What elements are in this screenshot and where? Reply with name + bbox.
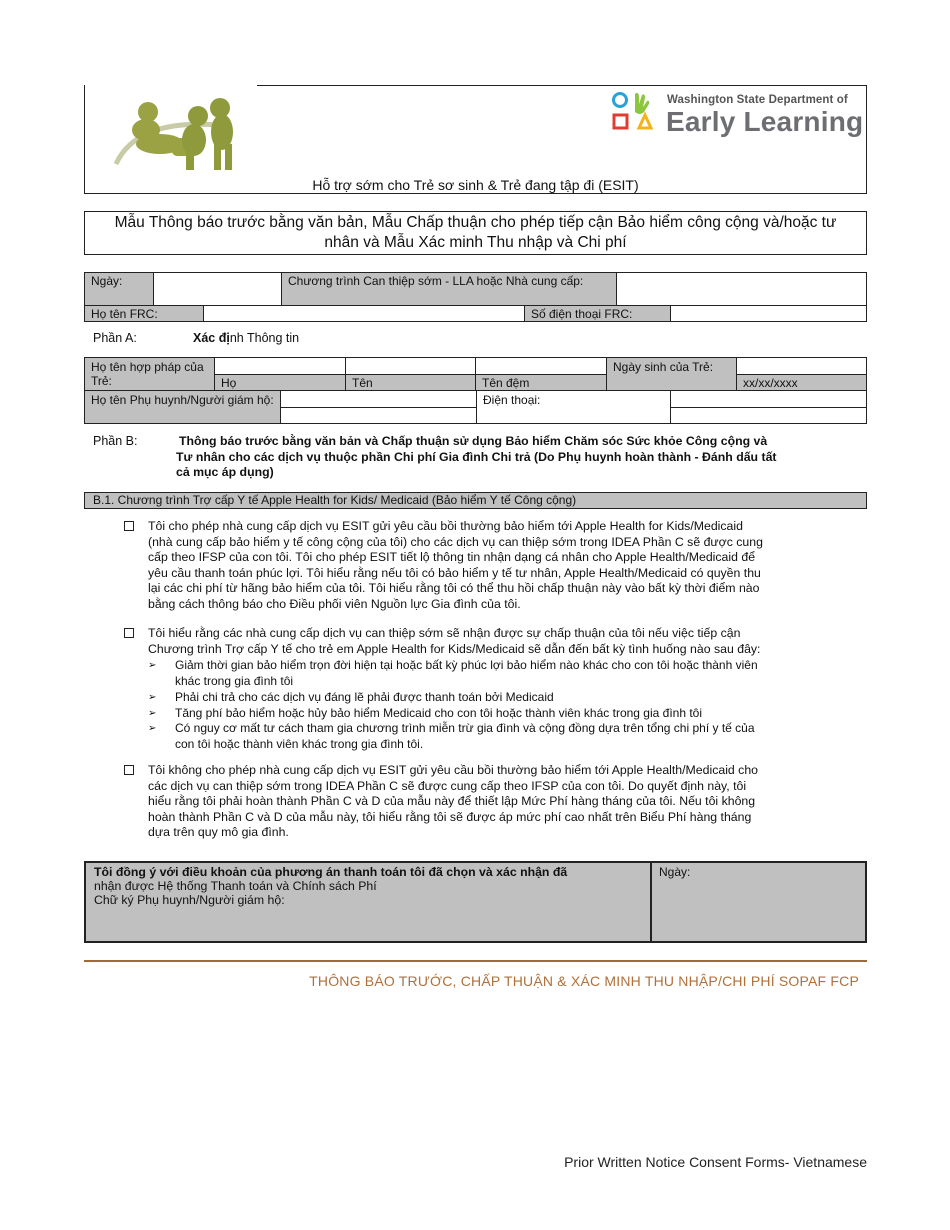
program-title: Hỗ trợ sớm cho Trẻ sơ sinh & Trẻ đang tập đi (ESIT) [312, 177, 639, 193]
consent-option-1-text [148, 519, 763, 613]
agency-name-line1: Washington State Department of [667, 94, 848, 106]
option-1-line: bằng cách thông báo cho Điều phối viên Nguồn lực Gia đình của tôi. [148, 596, 521, 611]
consent-option-3-text [148, 763, 758, 841]
bullet-arrow-icon: ➢ [148, 723, 157, 734]
part-b-line-1: Thông báo trước bằng văn bản và Chấp thuận sử dụng Bảo hiểm Chăm sóc Sức khỏe Công cộng và [179, 434, 768, 448]
last-name-input[interactable] [214, 357, 346, 375]
first-name-input[interactable] [345, 357, 476, 375]
dob-format-cell [736, 374, 867, 391]
bullet-item [175, 658, 758, 689]
bullet-line: con tôi hoặc thành viên khác trong gia đình tôi. [175, 736, 424, 751]
frc-name-label-cell [84, 305, 204, 322]
signature-date-field[interactable] [650, 861, 867, 943]
option-1-line: Tôi cho phép nhà cung cấp dịch vụ ESIT gửi yêu cầu bồi thường bảo hiểm tới Apple Health for Kids/Medicaid [148, 519, 743, 533]
date-label: Ngày: [91, 274, 123, 288]
program-label-cell [281, 272, 617, 306]
bullet-line: Giảm thời gian bảo hiểm trọn đời hiện tại hoặc bất kỳ phúc lợi bảo hiểm nào khác cho con tôi hoặc thành viên [175, 658, 758, 672]
b1-header-text: B.1. Chương trình Trợ cấp Y tế Apple Health for Kids/ Medicaid (Bảo hiểm Y tế Công cộng) [93, 493, 577, 507]
frc-name-label: Họ tên FRC: [91, 307, 158, 321]
option-3-line: hiểu rằng tôi phải hoàn thành Phần C và D của mẫu này để thiết lập Mức Phí hàng tháng của tôi. Nếu tôi không [148, 794, 756, 809]
middle-name-label-cell [475, 374, 607, 391]
program-input[interactable] [616, 272, 867, 306]
bullet-arrow-icon: ➢ [148, 708, 157, 719]
program-label: Chương trình Can thiệp sớm - LLA hoặc Nhà cung cấp: [288, 274, 584, 288]
option-2-line: Tôi hiểu rằng các nhà cung cấp dịch vụ can thiệp sớm sẽ nhận được sự chấp thuận của tôi nếu việc tiếp cận [148, 626, 741, 640]
consent-option-2-text [148, 626, 760, 657]
b1-header [84, 492, 867, 509]
child-name-label-cell [84, 357, 215, 391]
part-b-label: Phần B: [93, 434, 138, 448]
date-input[interactable] [153, 272, 282, 306]
bullet-line: Có nguy cơ mất tư cách tham gia chương trình miễn trừ gia đình và cộng đồng dựa trên tổng chi phí y tế của [175, 721, 755, 735]
agreement-line-1: Tôi đồng ý với điều khoản của phương án thanh toán tôi đã chọn và xác nhận đã [94, 865, 568, 879]
option-1-line: lại các chi phí từ hãng bảo hiểm của tôi. Tôi hiểu rằng tôi có thể thu hồi chấp thuận này vào bất kỳ thời điểm nào [148, 581, 760, 596]
dob-format-hint: xx/xx/xxxx [743, 376, 798, 390]
footer-rule [84, 960, 867, 962]
part-a-title-bold: Xác đị [193, 331, 230, 345]
agreement-line-2: nhận được Hệ thống Thanh toán và Chính sách Phí [94, 879, 377, 893]
bullet-item [175, 690, 554, 706]
part-a-label: Phần A: [93, 331, 137, 345]
option-1-line: (nhà cung cấp bảo hiểm y tế công cộng của tôi) cho các dịch vụ can thiệp sớm trong IDEA Phần C sẽ được cung [148, 534, 763, 549]
first-name-label-cell [345, 374, 476, 391]
consent-option-2-checkbox[interactable] [124, 628, 134, 638]
date-label-cell [84, 272, 154, 306]
part-b-line-2: Tư nhân cho các dịch vụ thuộc phần Chi phí Gia đình Chi trả (Do Phụ huynh hoàn thành - Đánh dấu tất [176, 449, 777, 464]
del-logo-icon [611, 90, 659, 134]
frc-phone-label: Số điện thoại FRC: [531, 307, 633, 321]
dob-label-cell [606, 357, 737, 391]
option-1-line: cấp theo IFSP của con tôi. Tôi cho phép ESIT tiết lộ thông tin nhận dạng cá nhân cho Apple Health/Medicaid để [148, 550, 756, 565]
consent-option-1-checkbox[interactable] [124, 521, 134, 531]
last-name-label: Họ [221, 376, 237, 390]
part-a-title [193, 331, 299, 346]
child-name-label: Họ tên hợp pháp của Trẻ: [91, 360, 204, 388]
frc-phone-label-cell [524, 305, 671, 322]
parent-name-label-cell [84, 390, 281, 424]
option-3-line: dựa trên quy mô gia đình. [148, 825, 289, 840]
first-name-label: Tên [352, 376, 373, 390]
phone-label-cell [476, 390, 671, 424]
option-1-line: yêu cầu thanh toán phúc lợi. Tôi hiểu rằng nếu tôi có bảo hiểm y tế tư nhân, Apple Health/Medicaid có quyền thu [148, 565, 761, 580]
dob-label: Ngày sinh của Trẻ: [613, 360, 714, 374]
footer-notice: THÔNG BÁO TRƯỚC, CHẤP THUẬN & XÁC MINH THU NHẬP/CHI PHÍ SOPAF FCP [309, 973, 859, 989]
bullet-item [175, 706, 702, 722]
part-b-line-3: cả mục áp dụng) [176, 465, 274, 480]
bullet-arrow-icon: ➢ [148, 692, 157, 703]
form-title: Mẫu Thông báo trước bằng văn bản, Mẫu Chấp thuận cho phép tiếp cận Bảo hiểm công cộng và/hoặc tư nhân và Mẫu Xác minh Thu nhập và Chi phí [114, 214, 837, 251]
option-3-line: hoàn thành Phần C và D của mẫu này, tôi hiểu rằng tôi sẽ được áp mức phí cao nhất trên Biểu Phí hàng tháng [148, 809, 752, 824]
last-name-label-cell [214, 374, 346, 391]
parent-name-input-1[interactable] [280, 390, 477, 408]
frc-phone-input[interactable] [670, 305, 867, 322]
phone-input-1[interactable] [670, 390, 867, 408]
bullet-line: Tăng phí bảo hiểm hoặc hủy bảo hiểm Medicaid cho con tôi hoặc thành viên khác trong gia đình tôi [175, 706, 703, 720]
option-3-line: Tôi không cho phép nhà cung cấp dịch vụ ESIT gửi yêu cầu bồi thường bảo hiểm tới Apple Health/Medicaid cho [148, 763, 759, 777]
part-a-title-rest: nh Thông tin [229, 331, 300, 345]
middle-name-label: Tên đệm [482, 376, 530, 390]
option-3-line: các dịch vụ can thiệp sớm trong IDEA Phần C sẽ được cung cấp theo IFSP của con tôi. Do quyết định này, tôi [148, 778, 747, 793]
bullet-arrow-icon: ➢ [148, 660, 157, 671]
bullet-line: Phải chi trả cho các dịch vụ đáng lẽ phải được thanh toán bởi Medicaid [175, 690, 554, 704]
children-logo-icon [108, 86, 258, 176]
agency-name-line2: Early Learning [666, 106, 864, 137]
parent-name-label: Họ tên Phụ huynh/Người giám hộ: [91, 393, 274, 407]
consent-option-3-checkbox[interactable] [124, 765, 134, 775]
middle-name-input[interactable] [475, 357, 607, 375]
footer-form-name: Prior Written Notice Consent Forms- Vietnamese [564, 1154, 867, 1170]
phone-input-2[interactable] [670, 407, 867, 424]
bullet-item [175, 721, 755, 752]
signature-date-label: Ngày: [659, 865, 691, 879]
parent-name-input-2[interactable] [280, 407, 477, 424]
part-b-text [176, 434, 777, 481]
signature-field[interactable] [84, 861, 652, 943]
option-2-line: Chương trình Trợ cấp Y tế cho trẻ em Apple Health for Kids/Medicaid sẽ dẫn đến bất kỳ tình huống nào sau đây: [148, 641, 761, 656]
bullet-line: khác trong gia đình tôi [175, 673, 294, 688]
dob-input[interactable] [736, 357, 867, 375]
frc-name-input[interactable] [203, 305, 525, 322]
form-title-box [84, 211, 867, 255]
phone-label: Điện thoại: [483, 393, 541, 407]
signature-label: Chữ ký Phụ huynh/Người giám hộ: [94, 893, 285, 907]
